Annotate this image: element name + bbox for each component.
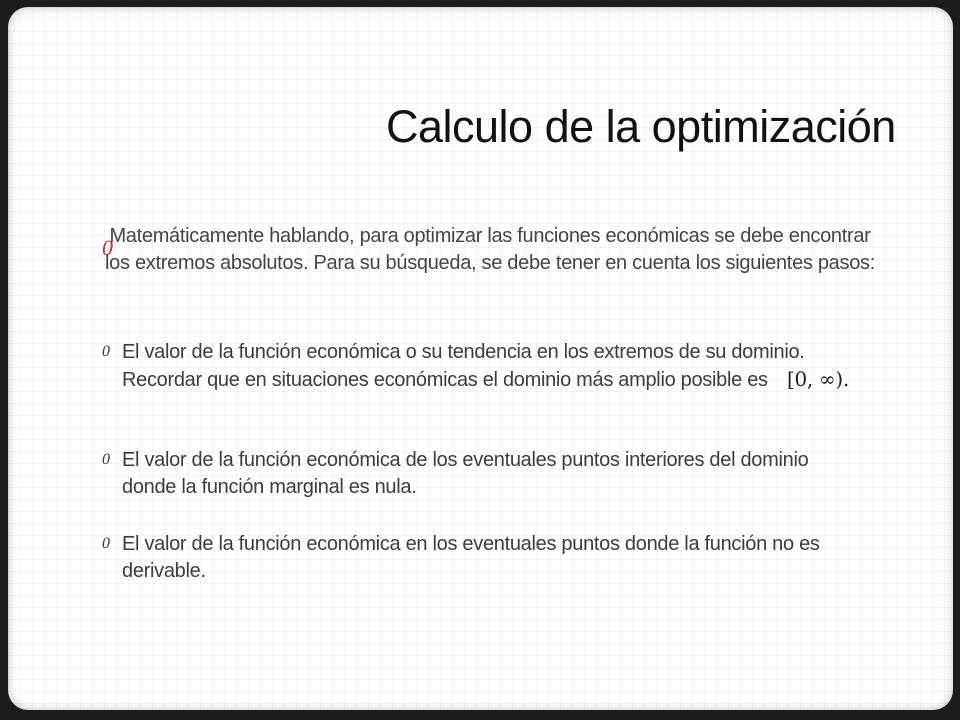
intro-bullet-marker: 0 [102,235,113,260]
bullet-item-3-text: El valor de la función económica en los eventuales puntos donde la función no es derivable. [122,533,820,582]
bullet-marker-3: 0 [102,535,110,552]
domain-interval-formula: [0, ∞). [787,367,849,391]
bullet-item-2-text: El valor de la función económica de los eventuales puntos interiores del dominio donde la función marginal es nula. [122,449,809,498]
intro-paragraph: Matemáticamente hablando, para optimizar las funciones económicas se debe encontrar los extremos absolutos. Para su búsqueda, se debe tener en cuenta los siguientes pasos: [105,225,875,274]
bullet-marker-1: 0 [102,343,110,360]
bullet-marker-2: 0 [102,451,110,468]
slide [8,7,953,710]
bullet-item-2 [122,447,862,501]
bullet-item-1 [122,339,862,394]
bullet-item-1-text: El valor de la función económica o su tendencia en los extremos de su dominio. Recordar que en situaciones económicas el dominio más amplio posible es [122,341,805,391]
bullet-item-3 [122,531,862,585]
slide-title: Calculo de la optimización [386,101,896,152]
